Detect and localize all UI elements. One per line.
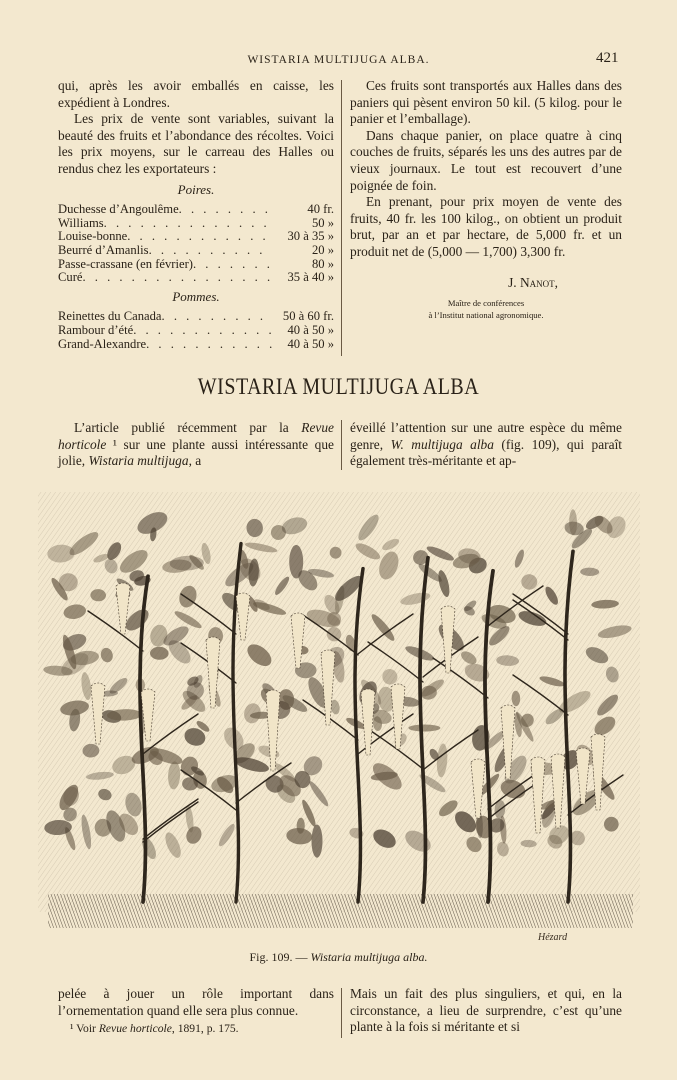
price-row (58, 324, 334, 338)
text-run: L’article publié récemment par la (74, 420, 302, 435)
fruit-price: 40 fr. (307, 203, 334, 217)
text-run: ¹ sur une plante aussi intéressante que jolie, (58, 436, 334, 469)
article-right-column (350, 420, 622, 470)
prices-paragraph: Les prix de vente sont variables, suivant la beauté des fruits et l’abondance des récoltes. Voici les prix moyens, sur le carreau des Halles ou rendus chez les exportateurs : (58, 111, 334, 176)
engraving-illustration (38, 482, 640, 942)
price-row (58, 338, 334, 352)
bottom-right-column (350, 986, 622, 1036)
bottom-left-paragraph: pelée à jouer un rôle important dans l’ornementation quand elle sera plus connue. (58, 986, 334, 1018)
footnote-ref: , 1891, p. 175. (171, 1022, 239, 1035)
dot-leader (193, 258, 272, 272)
species-name: Wistaria multijuga (88, 453, 189, 469)
fruit-name: Louise-bonne (58, 230, 128, 244)
ground-shading (48, 894, 633, 928)
dot-leader (179, 203, 272, 217)
transport-paragraph: Ces fruits sont transportés aux Halles dans des paniers qui pèsent environ 50 kil. (5 kilog. pour le panier et l’emballage). (350, 78, 622, 127)
bottom-left-column (58, 986, 334, 1019)
running-title: WISTARIA MULTIJUGA ALBA. (247, 54, 430, 66)
dot-leader (127, 230, 272, 244)
poires-price-list (58, 203, 334, 285)
fruit-price: 20 » (311, 243, 334, 257)
fruit-name: Passe-crassane (en février) (58, 257, 193, 271)
dot-leader (104, 217, 272, 231)
column-divider (341, 988, 342, 1038)
engraver-signature: Hézard (538, 932, 568, 942)
fruit-price: 35 à 40 » (287, 271, 334, 285)
text-run: , a (188, 453, 202, 469)
produit-paragraph: En prenant, pour prix moyen de vente des fruits, 40 fr. les 100 kilog., on obtient un produit brut, par an et par hectare, de 5,000 fr. et un produit net de (5,000 — 1,700) 3,300 fr. (350, 194, 622, 259)
price-row (58, 244, 334, 258)
dot-leader (82, 271, 272, 285)
article-title: WISTARIA MULTIJUGA ALBA (197, 374, 480, 400)
fruit-name: Rambour d’été (58, 323, 134, 337)
leaf-cluster (312, 825, 323, 858)
price-row (58, 217, 334, 231)
dot-leader (162, 310, 272, 324)
text-run: (fig. 109), qui paraît également très-méritante et ap- (350, 436, 623, 469)
dot-leader (133, 324, 272, 338)
footnote-mark: ¹ Voir (70, 1022, 99, 1035)
upper-left-column (58, 78, 334, 351)
upper-right-column (350, 78, 622, 321)
page-number: 421 (596, 50, 619, 66)
fruit-price: 80 » (311, 257, 334, 271)
fruit-name: Williams (58, 216, 104, 230)
affiliation-line: Maître de conférences (447, 298, 525, 309)
text-run: éveillé l’attention sur une autre espèce du même genre, (350, 420, 622, 452)
article-intro-right (350, 420, 622, 470)
dot-leader (146, 338, 272, 352)
footnote-journal: Revue horticole (98, 1022, 172, 1035)
footnote (70, 1022, 239, 1035)
leaf-cluster (408, 725, 440, 732)
fruit-name: Curé (58, 271, 83, 285)
column-divider (341, 420, 342, 470)
fruit-price: 30 à 35 » (287, 230, 334, 244)
journal-name: Revue horticole (58, 420, 334, 452)
pommes-heading: Pommes. (172, 288, 220, 304)
wisteria-engraving (38, 482, 640, 942)
price-row (58, 258, 334, 272)
panier-paragraph: Dans chaque panier, on place quatre à cinq couches de fruits, séparés les uns des autres par de vieux journaux. Le tout est recouvert d’une poignée de foin. (350, 127, 622, 193)
author-signature: J. Nanot, (508, 274, 558, 290)
price-row (58, 230, 334, 244)
fruit-name: Grand-Alexandre (58, 337, 147, 351)
caption-label: Fig. 109. — (249, 950, 311, 964)
caption-text: Wistaria multijuga alba. (310, 950, 428, 964)
poires-heading: Poires. (177, 181, 215, 197)
fruit-price: 40 à 50 » (287, 323, 334, 337)
intro-paragraph: qui, après les avoir emballés en caisse, les expédient à Londres. (58, 78, 334, 110)
fruit-price: 50 » (311, 216, 334, 230)
pommes-price-list (58, 310, 334, 351)
price-row (58, 310, 334, 324)
species-name: W. multijuga alba (390, 436, 494, 452)
author-affiliation (350, 297, 622, 321)
fruit-name: Duchesse d’Angoulême (58, 203, 179, 217)
price-row (58, 203, 334, 217)
fruit-name: Beurré d’Amanlis (58, 243, 149, 257)
fruit-price: 50 à 60 fr. (282, 310, 334, 324)
fruit-price: 40 à 50 » (287, 337, 334, 351)
fruit-name: Reinettes du Canada (58, 310, 162, 324)
bottom-right-paragraph: Mais un fait des plus singuliers, et qui, en la circonstance, a lieu de surprendre, c’est qu’une plante à la fois si méritante et si (350, 986, 622, 1035)
dot-leader (149, 244, 272, 258)
affiliation-line: à l’Institut national agronomique. (428, 310, 544, 321)
article-left-column (58, 420, 334, 470)
price-row (58, 271, 334, 285)
article-intro-left (58, 420, 334, 470)
figure-caption (0, 950, 677, 965)
column-divider (341, 80, 342, 356)
